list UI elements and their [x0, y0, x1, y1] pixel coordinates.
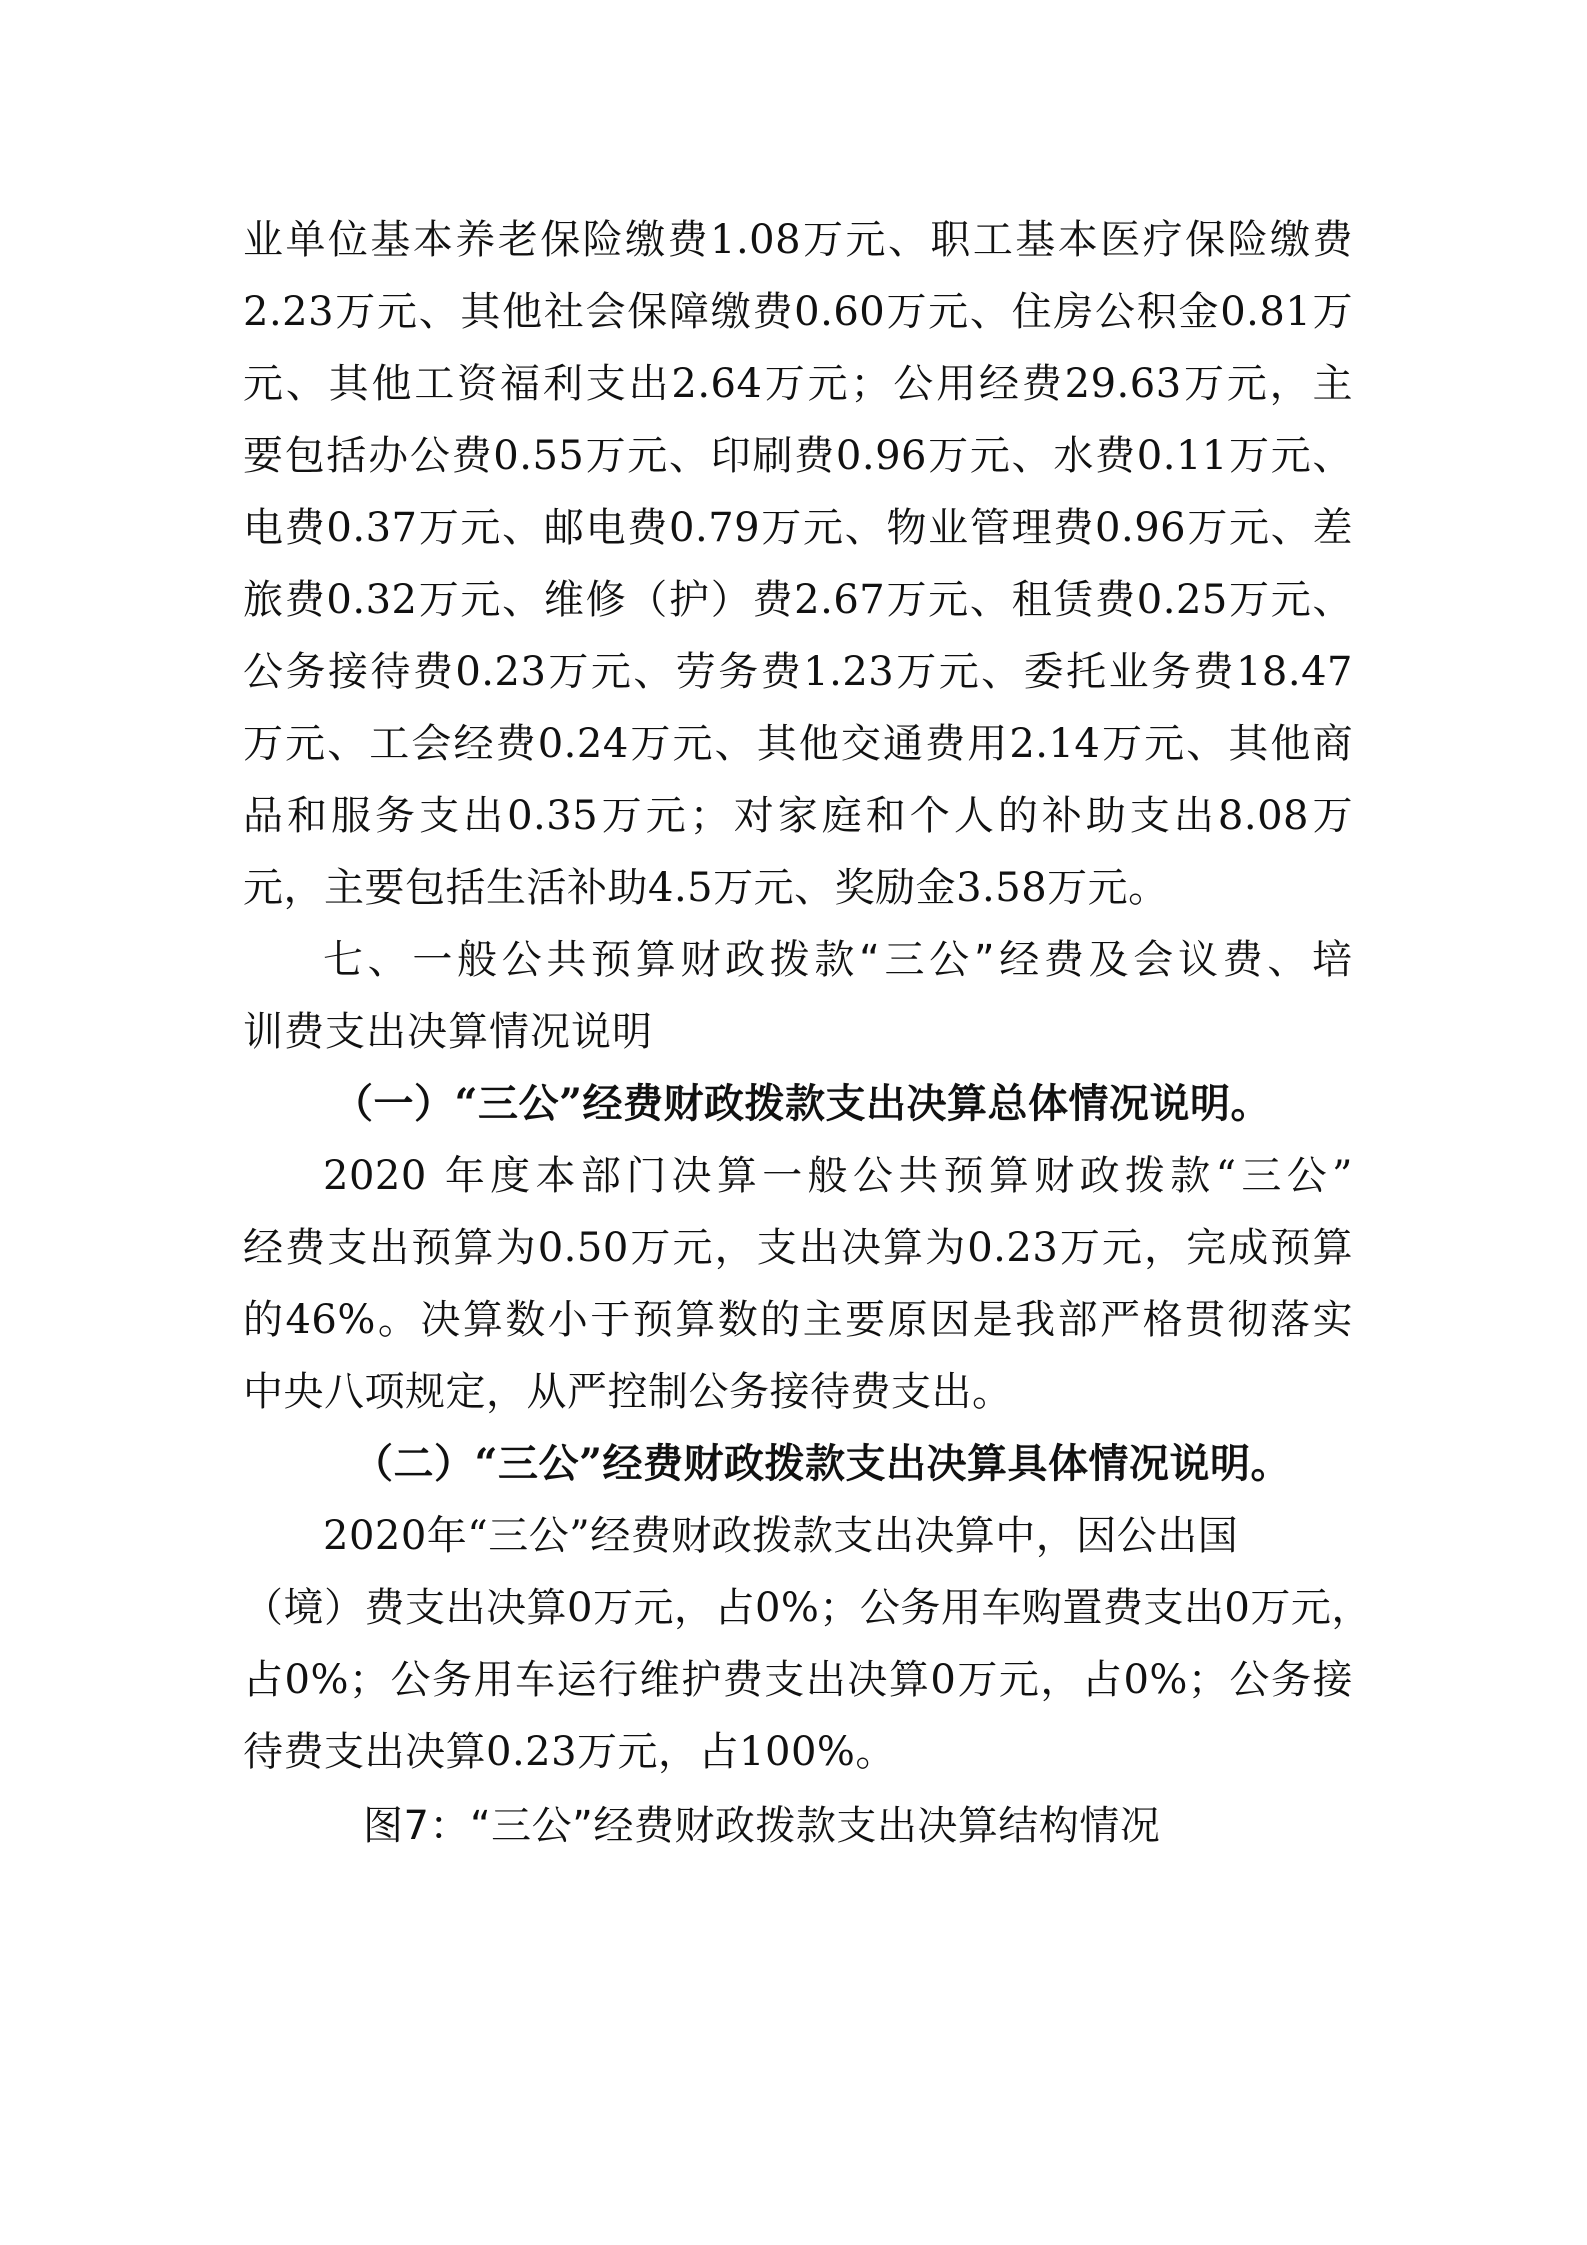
expenditure-line-7: 公务接待费0.23万元、劳务费1.23万元、委托业务费18.47: [243, 649, 1353, 695]
subsection-two-line-3: 占0%；公务用车运行维护费支出决算0万元，占0%；公务接: [243, 1657, 1353, 1703]
subsection-two-title: （二）“三公”经费财政拨款支出决算具体情况说明。: [353, 1440, 1292, 1487]
expenditure-line-8: 万元、工会经费0.24万元、其他交通费用2.14万元、其他商: [243, 721, 1353, 767]
expenditure-line-1: 业单位基本养老保险缴费1.08万元、职工基本医疗保险缴费: [243, 217, 1353, 263]
expenditure-line-3: 元、其他工资福利支出2.64万元；公用经费29.63万元，主: [243, 361, 1353, 407]
subsection-two-line-4: 待费支出决算0.23万元，占100%。: [243, 1729, 896, 1775]
expenditure-line-2: 2.23万元、其他社会保障缴费0.60万元、住房公积金0.81万: [243, 289, 1353, 335]
subsection-two-line-2: （境）费支出决算0万元，占0%；公务用车购置费支出0万元，: [243, 1585, 1372, 1631]
figure-caption: 图7：“三公”经费财政拨款支出决算结构情况: [363, 1803, 1161, 1849]
section-seven-title-line-2: 训费支出决算情况说明: [243, 1009, 653, 1055]
subsection-two-line-1: 2020年“三公”经费财政拨款支出决算中，因公出国: [323, 1513, 1239, 1559]
section-seven-title-line-1: 七、一般公共预算财政拨款“三公”经费及会议费、培: [323, 937, 1353, 983]
expenditure-line-9: 品和服务支出0.35万元；对家庭和个人的补助支出8.08万: [243, 793, 1353, 839]
subsection-one-line-1: 2020 年度本部门决算一般公共预算财政拨款“三公”: [323, 1153, 1353, 1199]
subsection-one-title: （一）“三公”经费财政拨款支出决算总体情况说明。: [333, 1080, 1272, 1127]
subsection-one-line-4: 中央八项规定，从严控制公务接待费支出。: [243, 1369, 1013, 1415]
subsection-one-line-2: 经费支出预算为0.50万元，支出决算为0.23万元，完成预算: [243, 1225, 1353, 1271]
expenditure-line-5: 电费0.37万元、邮电费0.79万元、物业管理费0.96万元、差: [243, 505, 1353, 551]
subsection-one-line-3: 的46%。决算数小于预算数的主要原因是我部严格贯彻落实: [243, 1297, 1353, 1343]
expenditure-line-10: 元，主要包括生活补助4.5万元、奖励金3.58万元。: [243, 865, 1169, 911]
expenditure-line-6: 旅费0.32万元、维修（护）费2.67万元、租赁费0.25万元、: [243, 577, 1353, 623]
expenditure-line-4: 要包括办公费0.55万元、印刷费0.96万元、水费0.11万元、: [243, 433, 1353, 479]
